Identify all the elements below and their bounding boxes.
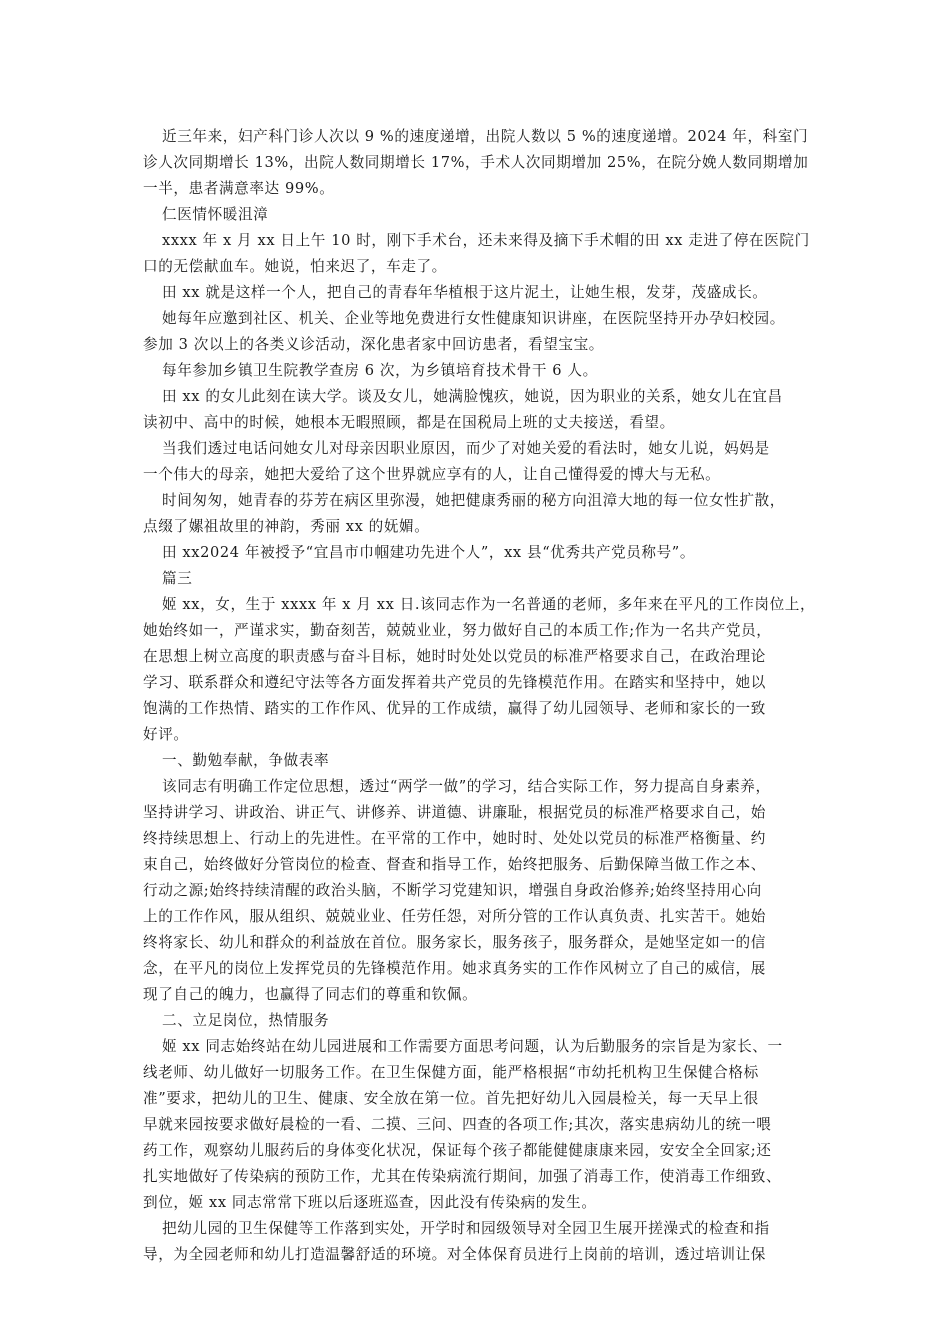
- text-line: 篇三: [162, 570, 193, 587]
- text-line: 口的无偿献血车。她说，怕来迟了，车走了。: [143, 258, 447, 275]
- text-line: 好评。: [143, 726, 189, 743]
- text-line: 学习、联系群众和遵纪守法等各方面发挥着共产党员的先锋模范作用。在踏实和坚持中，她以: [143, 674, 766, 691]
- text-line: 饱满的工作热情、踏实的工作作风、优异的工作成绩，赢得了幼儿园领导、老师和家长的一致: [143, 700, 766, 717]
- text-line: 一个伟大的母亲，她把大爱给了这个世界就应享有的人，让自己懂得爱的博大与无私。: [143, 466, 721, 483]
- text-line: 田 xx 的女儿此刻在读大学。谈及女儿，她满脸愧疚，她说，因为职业的关系，她女儿在宜昌: [162, 388, 783, 405]
- text-line: 上的工作作风，服从组织、兢兢业业、任劳任怨，对所分管的工作认真负责、扎实苦干。她始: [143, 908, 766, 925]
- text-line: 现了自己的魄力，也赢得了同志们的尊重和钦佩。: [143, 986, 478, 1003]
- text-line: 线老师、幼儿做好一切服务工作。在卫生保健方面，能严格根据“市幼托机构卫生保健合格标: [143, 1064, 759, 1081]
- text-line: 近三年来，妇产科门诊人次以 9 %的速度递增，出院人数以 5 %的速度递增。2024 年，科室门: [162, 128, 809, 145]
- text-line: 她每年应邀到社区、机关、企业等地免费进行女性健康知识讲座，在医院坚持开办孕妇校园。: [162, 310, 785, 327]
- text-line: 早就来园按要求做好晨检的一看、二摸、三问、四查的各项工作;其次，落实患病幼儿的统一喂: [143, 1116, 772, 1133]
- text-line: 在思想上树立高度的职责感与奋斗目标，她时时处处以党员的标准严格要求自己，在政治理论: [143, 648, 766, 665]
- text-line: 点缀了嫘祖故里的神韵，秀丽 xx 的妩媚。: [143, 518, 430, 535]
- text-line: 当我们透过电话问她女儿对母亲因职业原因，而少了对她关爱的看法时，她女儿说，妈妈是: [162, 440, 770, 457]
- text-line: 二、立足岗位，热情服务: [162, 1012, 330, 1029]
- text-line: 到位，姬 xx 同志常常下班以后逐班巡查，因此没有传染病的发生。: [143, 1194, 597, 1211]
- text-line: 姬 xx，女，生于 xxxx 年 x 月 xx 日.该同志作为一名普通的老师，多年来在平凡的工作岗位上，: [162, 596, 816, 613]
- text-line: 一半，患者满意率达 99%。: [143, 180, 335, 197]
- text-line: 束自己，始终做好分管岗位的检查、督查和指导工作，始终把服务、后勤保障当做工作之本、: [143, 856, 766, 873]
- text-line: 参加 3 次以上的各类义诊活动，深化患者家中回访患者，看望宝宝。: [143, 336, 604, 353]
- text-line: 田 xx2024 年被授予“宜昌市巾帼建功先进个人”，xx 县“优秀共产党员称号”。: [162, 544, 696, 561]
- text-line: 念，在平凡的岗位上发挥党员的先锋模范作用。她求真务实的工作作风树立了自己的威信，展: [143, 960, 766, 977]
- text-line: 仁医情怀暖沮漳: [162, 206, 269, 223]
- text-line: 准”要求，把幼儿的卫生、健康、安全放在第一位。首先把好幼儿入园晨检关，每一天早上很: [143, 1090, 759, 1107]
- text-line: 行动之源;始终持续清醒的政治头脑，不断学习党建知识，增强自身政治修养;始终坚持用心向: [143, 882, 762, 899]
- text-line: 一、勤勉奉献，争做表率: [162, 752, 330, 769]
- text-line: 诊人次同期增长 13%，出院人数同期增长 17%，手术人次同期增加 25%，在院分娩人数同期增加: [143, 154, 809, 171]
- text-line: 该同志有明确工作定位思想，透过“两学一做”的学习，结合实际工作，努力提高自身素养，: [162, 778, 771, 795]
- text-line: 时间匆匆，她青春的芬芳在病区里弥漫，她把健康秀丽的秘方向沮漳大地的每一位女性扩散，: [162, 492, 785, 509]
- text-line: 终持续思想上、行动上的先进性。在平常的工作中，她时时、处处以党员的标准严格衡量、约: [143, 830, 766, 847]
- text-line: xxxx 年 x 月 xx 日上午 10 时，刚下手术台，还未来得及摘下手术帽的田 xx 走进了停在医院门: [162, 232, 810, 249]
- text-line: 每年参加乡镇卫生院教学查房 6 次，为乡镇培育技术骨干 6 人。: [162, 362, 598, 379]
- text-line: 药工作，观察幼儿服药后的身体变化状况，保证每个孩子都能健健康康来园，安安全全回家;还: [143, 1142, 772, 1159]
- text-line: 姬 xx 同志始终站在幼儿园进展和工作需要方面思考问题，认为后勤服务的宗旨是为家长、一: [162, 1038, 783, 1055]
- text-line: 扎实地做好了传染病的预防工作，尤其在传染病流行期间，加强了消毒工作，使消毒工作细致、: [143, 1168, 782, 1185]
- text-line: 导，为全园老师和幼儿打造温馨舒适的环境。对全体保育员进行上岗前的培训，透过培训让保: [143, 1246, 766, 1263]
- text-line: 读初中、高中的时候，她根本无暇照顾，都是在国税局上班的丈夫接送，看望。: [143, 414, 675, 431]
- text-line: 她始终如一，严谨求实，勤奋刻苦，兢兢业业，努力做好自己的本质工作;作为一名共产党员，: [143, 622, 772, 639]
- text-line: 终将家长、幼儿和群众的利益放在首位。服务家长，服务孩子，服务群众，是她坚定如一的信: [143, 934, 766, 951]
- text-line: 坚持讲学习、讲政治、讲正气、讲修养、讲道德、讲廉耻，根据党员的标准严格要求自己，始: [143, 804, 766, 821]
- text-line: 把幼儿园的卫生保健等工作落到实处，开学时和园级领导对全园卫生展开搓澡式的检查和指: [162, 1220, 770, 1237]
- text-line: 田 xx 就是这样一个人，把自己的青春年华植根于这片泥土，让她生根，发芽，茂盛成长。: [162, 284, 768, 301]
